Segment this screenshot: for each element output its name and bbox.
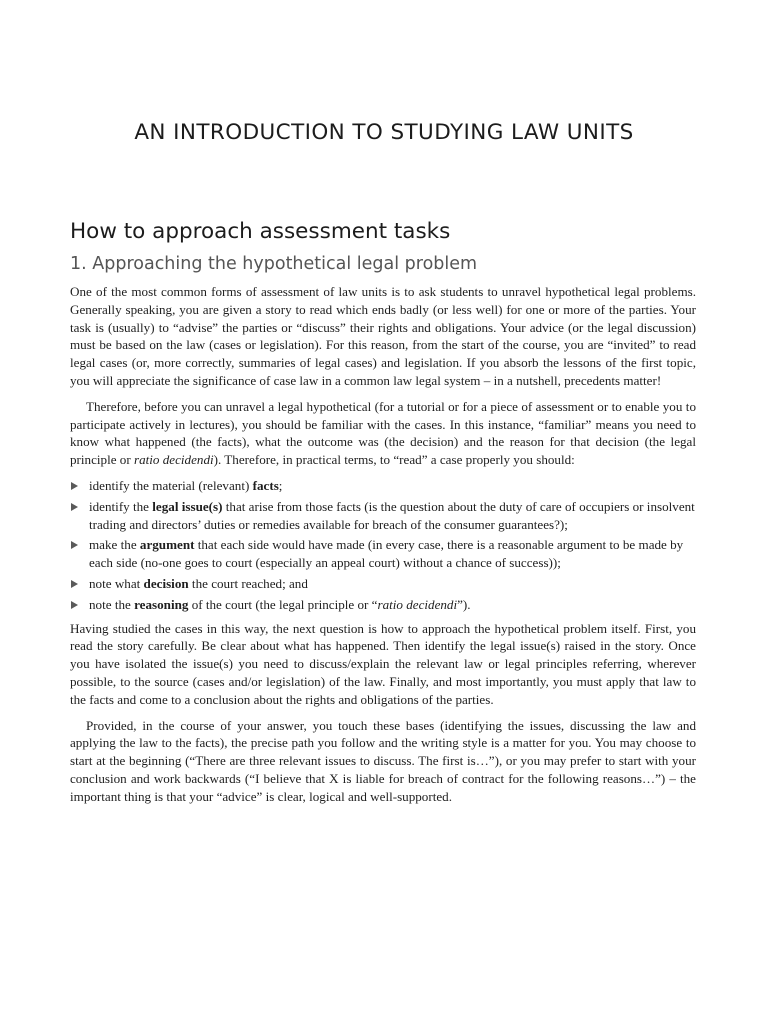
triangle-bullet-icon <box>71 601 78 609</box>
bullet-5-post: of the court (the legal principle or “ <box>188 596 378 612</box>
bullet-5-italic: ratio decidendi <box>377 596 458 612</box>
list-item <box>70 596 696 614</box>
reading-checklist <box>70 477 696 614</box>
paragraph-2-italic: ratio decidendi <box>134 452 214 468</box>
list-item <box>70 536 696 572</box>
bullet-1-pre: identify the material (relevant) <box>89 477 253 493</box>
paragraph-2 <box>70 398 696 469</box>
bullet-5-pre: note the <box>89 596 135 612</box>
paragraph-2-text-b: ). Therefore, in practical terms, to “read” a case properly you should: <box>213 452 575 468</box>
triangle-bullet-icon <box>71 580 78 588</box>
body-text <box>70 283 696 814</box>
list-item <box>70 498 696 534</box>
bullet-4-post: the court reached; and <box>188 575 308 591</box>
paragraph-2-text-a: Therefore, before you can unravel a legal hypothetical (for a tutorial or for a piece of assessment or to enable you to participate actively in lectures), you should be familiar with the cases. In this instance, “familiar” means you need to know what happened (the facts), what the outcome was (the decision) and the reason for that decision (the legal principle or <box>70 398 696 468</box>
bullet-3-bold: argument <box>139 537 195 553</box>
bullet-3-post: that each side would have made (in every case, there is a reasonable argument to be made by each side (no-one goes to court (especially an appeal court) without a chance of success)); <box>89 537 684 571</box>
section-heading: How to approach assessment tasks <box>70 219 451 244</box>
bullet-4-pre: note what <box>89 575 144 591</box>
subsection-heading: 1. Approaching the hypothetical legal problem <box>70 254 478 274</box>
paragraph-1: One of the most common forms of assessment of law units is to ask students to unravel hypothetical legal problems. Generally speaking, you are given a story to read which ends badly (or less well) for one or more of the parties. Your task is (usually) to “advise” the parties or “discuss” their rights and obligations. Your advice (or the legal discussion) must be based on the law (cases or legislation). For this reason, from the start of the course, you are “invited” to read legal cases (or, more correctly, summaries of legal cases) and legislation. If you absorb the lessons of the first topic, you will appreciate the significance of case law in a common law legal system – in a nutshell, precedents matter! <box>70 284 696 388</box>
bullet-4-bold: decision <box>143 575 189 591</box>
paragraph-3: Having studied the cases in this way, the next question is how to approach the hypothetical problem itself. First, you read the story carefully. Be clear about what has happened. Then identify the legal issue(s) raised in the story. Once you have isolated the issue(s) you need to discuss/explain the relevant law or legal principles referring, wherever possible, to the source (cases and/or legislation) of the law. Finally, and most importantly, you must apply that law to the facts and come to a conclusion about the rights and obligations of the parties. <box>70 620 696 707</box>
bullet-1-post: ; <box>278 477 283 493</box>
bullet-3-pre: make the <box>89 537 140 553</box>
bullet-2-pre: identify the <box>89 498 153 514</box>
list-item <box>70 477 696 495</box>
bullet-2-bold: legal issue(s) <box>152 498 223 514</box>
bullet-1-bold: facts <box>252 477 279 493</box>
bullet-5-bold: reasoning <box>134 596 189 612</box>
list-item <box>70 575 696 593</box>
triangle-bullet-icon <box>71 482 78 490</box>
bullet-5-post2: ”). <box>457 596 471 612</box>
bullet-2-post: that arise from those facts (is the question about the duty of care of occupiers or insolvent trading and directors’ duties or remedies available for breach of the consumer guarantees?); <box>89 498 695 532</box>
triangle-bullet-icon <box>71 503 78 511</box>
chapter-title: AN INTRODUCTION TO STUDYING LAW UNITS <box>134 120 634 145</box>
paragraph-4: Provided, in the course of your answer, you touch these bases (identifying the issues, discussing the law and applying the law to the facts), the precise path you follow and the writing style is a matter for you. You may choose to start at the beginning (“There are three relevant issues to discuss. The first is…”), or you may prefer to start with your conclusion and work backwards (“I believe that X is liable for breach of contract for the following reasons…”) – the important thing is that your “advice” is clear, logical and well-supported. <box>70 717 696 804</box>
triangle-bullet-icon <box>71 541 78 549</box>
